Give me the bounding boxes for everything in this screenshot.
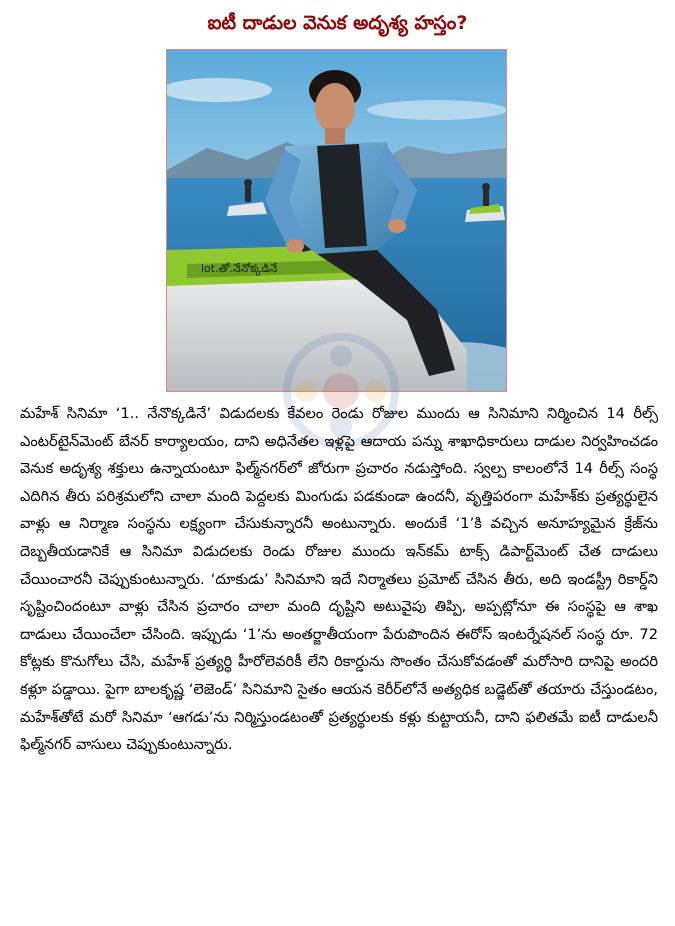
- article-photo: [166, 49, 507, 392]
- jet-ski-photo-illustration: [167, 50, 506, 391]
- article-body: మహేశ్ సినిమా ‘1.. నేనొక్కడినే’ విడుదలకు కేవలం రెండు రోజుల ముందు ఆ సినిమాని నిర్మించిన 14 రీల్స్ ఎంటర్‌టైన్‌మెంట్ బేనర్ కార్యాలయం, దాని అధినేతల ఇళ్లపై ఆదాయ పన్ను శాఖాధికారులు దాడుల నిర్వహించడం వెనుక అదృశ్య శక్తులు ఉన్నాయంటూ ఫిల్మ్‌నగర్‌లో జోరుగా ప్రచారం నడుస్తోంది. స్వల్ప కాలంలోనే 14 రీల్స్ సంస్థ ఎదిగిన తీరు పరిశ్రమలోని చాలా మంది పెద్దలకు మింగుడు పడకుండా ఉందనీ, వృత్తిపరంగా మహేశ్‌కు ప్రత్యర్థులైన వాళ్లు ఆ నిర్మాణ సంస్థను లక్ష్యంగా చేసుకున్నారనీ అంటున్నారు. అందుకే ‘1’కి వచ్చిన అనూహ్యమైన క్రేజ్‌ను దెబ్బతీయడానికే ఆ సినిమా విడుదలకు రెండు రోజుల ముందు ఇన్‌కమ్ టాక్స్ డిపార్ట్‌మెంట్ చేత దాడులు చేయించారనీ చెప్పుకుంటున్నారు. ‘దూకుడు’ సినిమాని ఇదే నిర్మాతలు ప్రమోట్ చేసిన తీరు, అది ఇండస్ట్రీ రికార్డ్‌ని సృష్టించిందంటూ వాళ్లు చేసిన ప్రచారం చాలా మంది దృష్టిని అటువైపు తిప్పి, అప్పట్లోనూ ఈ సంస్థపై ఆ శాఖ దాడులు చేయించేలా చేసింది. ఇప్పుడు ‘1’ను అంతర్జాతీయంగా పేరుపొందిన ఈరోస్ ఇంటర్నేషనల్ సంస్థ రూ. 72 కోట్లకు కొనుగోలు చేసి, మహేశ్ ప్రత్యర్థి హీరోలెవరికీ లేని రికార్డును సొంతం చేసుకోవడంతో మరోసారి దానిపై అందరి కళ్లూ పడ్డాయి. పైగా బాలకృష్ణ ‘లెజెండ్’ సినిమాని సైతం ఆయన కెరీర్‌లోనే అత్యధిక బడ్జెట్‌తో తయారు చేస్తుండటం, మహేశ్‌తోటే మరో సినిమా ‘ఆగడు’ను నిర్మిస్తుండటంతో ప్రత్యర్థులకు కళ్లు కుట్టాయనీ, దాని ఫలితమే ఐటీ దాడులనీ ఫిల్మ్‌నగర్ వాసులు చెప్పుకుంటున్నారు.: [20, 405, 658, 754]
- jetski-decal: iot.తో.నేనోక్కడినే: [201, 262, 278, 275]
- page-title: ఐటీ దాడుల వెనుక అదృశ్య హస్తం?: [207, 12, 468, 34]
